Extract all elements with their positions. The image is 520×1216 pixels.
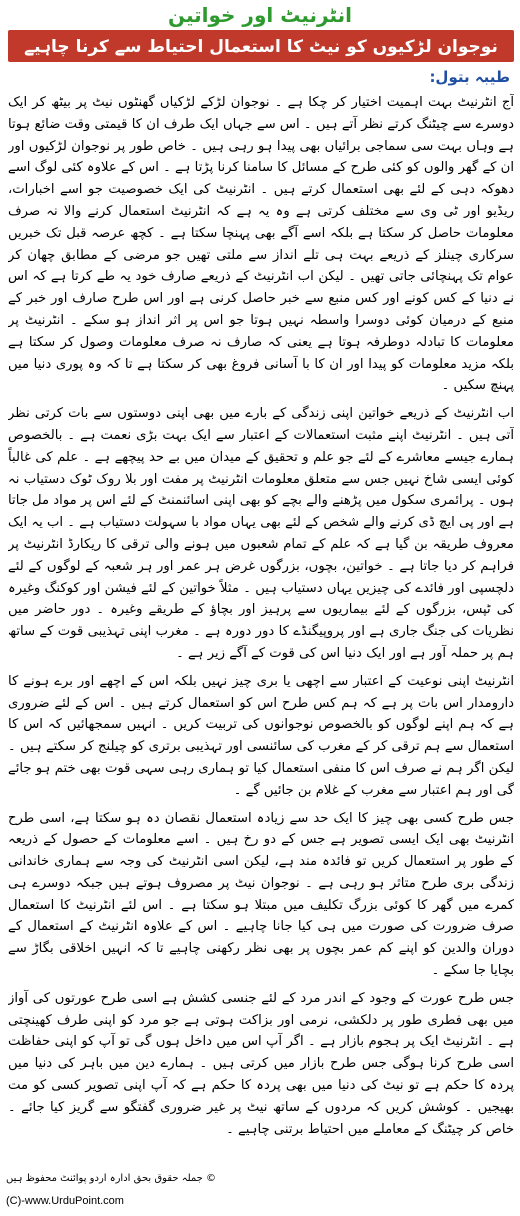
subtitle-banner	[8, 30, 514, 62]
subtitle-text: نوجوان لڑکیوں کو نیٹ کا استعمال احتیاط سے کرنا چاہیے	[24, 36, 498, 57]
source-url: (C)-www.UrduPoint.com	[6, 1195, 124, 1207]
article-paragraph: آج انٹرنیٹ بہت اہمیت اختیار کر چکا ہے ۔ نوجوان لڑکے لڑکیاں گھنٹوں نیٹ پر بیٹھ کر ایک دوسرے سے چیٹنگ کرتے نظر آتے ہیں ۔ اس سے جہاں ایک طرف ان کا قیمتی وقت ضائع ہوتا ہے وہاں بہت سی سماجی برائیاں بھی پیدا ہو رہی ہیں ۔ خاص طور پر نوجوان لڑکیوں اور ان کے گھر والوں کو کئی طرح کے مسائل کا سامنا کرنا پڑتا ہے ۔ اس کے علاوہ کئی لوگ اسے دھوکہ دہی کے لئے بھی استعمال کرتے ہیں ۔ انٹرنیٹ کی ایک خصوصیت جو اسے اخبارات، ریڈیو اور ٹی وی سے مختلف کرتی ہے وہ یہ ہے کہ انٹرنیٹ استعمال کرنے والا نہ صرف معلومات حاصل کر سکتا ہے بلکہ اسے آگے بھی پہنچا سکتا ہے ۔ کچھ عرصہ قبل تک خبریں سرکاری چینلز کے ذریعے بہت ہی تلے انداز سے ملتی تھیں جو مرضی کے مطابق چھان کر عوام تک پہنچائی جاتی تھیں ۔ لیکن اب انٹرنیٹ کے ذریعے صارف خود یہ طے کرتا ہے کہ اس نے دنیا کے کس کونے اور کس منبع سے خبر حاصل کرنی ہے اور اس طرح صارف اور خبر کے منبع کے درمیان کوئی دوسرا واسطہ نہیں ہوتا جو اس پر اثر انداز ہو سکے ۔ انٹرنیٹ پر معلومات کا تبادلہ دوطرفہ ہوتا ہے یعنی کہ صارف نہ صرف معلومات وصول کر سکتا ہے بلکہ مزید معلومات کو پیدا اور ان کا با آسانی فروغ بھی کر سکتا ہے تا کہ وہ پوری دنیا میں پہنچ سکیں ۔	[8, 95, 514, 394]
article-body	[8, 92, 514, 1156]
author-byline: طیبہ بتول:	[429, 68, 510, 86]
article-paragraph: جس طرح کسی بھی چیز کا ایک حد سے زیادہ استعمال نقصان دہ ہو سکتا ہے، اسی طرح انٹرنیٹ بھی ایک ایسی تصویر ہے جس کے دو رخ ہیں ۔ اسے معلومات کے حصول کے ذریعہ کے طور پر استعمال کریں تو فائدہ مند ہے، لیکن اسی انٹرنیٹ کی وجہ سے ہماری خاندانی زندگی بری طرح متاثر ہو رہی ہے ۔ نوجوان نیٹ پر مصروف ہوتے ہیں جبکہ دوسرے ہی کمرے میں گھر کا کوئی بزرگ تکلیف میں مبتلا ہو سکتا ہے ۔ اس لئے انٹرنیٹ کا استعمال صرف ضرورت کی صورت میں ہی کیا جانا چاہیے ۔ اس کے علاوہ انٹرنیٹ کے استعمال کے دوران والدین کو اپنے کم عمر بچوں پر بھی نظر رکھنی چاہیے تا کہ انہیں اخلاقی بگاڑ سے بچایا جا سکے ۔	[8, 810, 514, 979]
article-paragraph: اب انٹرنیٹ کے ذریعے خواتین اپنی زندگی کے بارے میں بھی اپنی دوستوں سے بات کرتی نظر آتی ہیں ۔ انٹرنیٹ اپنے مثبت استعمالات کے اعتبار سے ایک بہت بڑی نعمت ہے ۔ بالخصوص ہمارے جیسے معاشرے کے لئے جو علم و تحقیق کے میدان میں بے حد پیچھے ہے ۔ علم کی غالباً کوئی ایسی شاخ نہیں جس سے متعلق معلومات انٹرنیٹ پر مفت اور بلا روک ٹوک دستیاب نہ ہوں ۔ پرائمری سکول میں پڑھنے والے بچے کو بھی اپنی اسائنمنٹ کے لئے اس پر مواد مل جاتا ہے اور پی ایچ ڈی کرنے والے شخص کے لئے بھی یہاں مواد با سہولت دستیاب ہے ۔ اب یہ ایک معروف طریقہ بن گیا ہے کہ علم کے تمام شعبوں میں ہونے والی ترقی کا ریکارڈ انٹرنیٹ پر فراہم کر دیا جاتا ہے ۔ خواتین، بچوں، بزرگوں غرض ہر عمر اور ہر شعبہ کے لوگوں کے لئے دلچسپی اور فائدے کی چیزیں یہاں دستیاب ہیں ۔ مثلاً خواتین کے لئے فیشن اور کوکنگ وغیرہ کی ٹپس، بزرگوں کے لئے بیماریوں سے پرہیز اور بچاؤ کے طریقے وغیرہ ۔ دور حاضر میں نظریات کی جنگ جاری ہے اور پروپیگنڈے کا دور دورہ ہے ۔ مغرب اپنی تہذیبی قوت کے ساتھ ہم پر حملہ آور ہے اور ایک دنیا اس کی قوت کے آگے زیر ہے ۔	[8, 406, 514, 661]
article-paragraph: جس طرح عورت کے وجود کے اندر مرد کے لئے جنسی کشش ہے اسی طرح عورتوں کی آواز میں بھی فطری طور پر دلکشی، نرمی اور بزاکت ہوتی ہے جو مرد کو اپنی طرف کھینچتی ہے ۔ انٹرنیٹ ایک پر ہجوم بازار ہے ۔ اگر آپ اس میں داخل ہوں گی تو آپ کو اپنی حفاظت اسی طرح کرنا ہوگی جس طرح بازار میں کرتی ہیں ۔ ہمارے دین میں باہر کی دنیا میں پردہ کا حکم ہے تو نیٹ کی دنیا میں بھی پردہ کا حکم ہے کہ آپ اپنی تصویر کسی کو مت بھیجیں ۔ کوشش کریں کہ مردوں کے ساتھ نیٹ پر غیر ضروری گفتگو سے گریز کیا جائے ۔ خاص کر چیٹنگ کے معاملے میں احتیاط برتنی چاہیے ۔	[8, 990, 514, 1137]
copyright-notice: © جملہ حقوق بحق ادارہ اردو پوائنٹ محفوظ ہیں	[6, 1173, 217, 1184]
article-paragraph: انٹرنیٹ اپنی نوعیت کے اعتبار سے اچھی یا بری چیز نہیں بلکہ اس کے اچھے اور برے ہونے کا دارومدار اس بات پر ہے کہ ہم کس طرح اس کو استعمال کرتے ہیں ۔ اس کے لئے ضروری ہے کہ ہم اپنے لوگوں کو بالخصوص نوجوانوں کی تربیت کریں ۔ انہیں سمجھائیں کہ اس کا استعمال سے ہم ترقی کر کے مغرب کی سائنسی اور تہذیبی برتری کو چیلنج کر سکتے ہیں ۔ لیکن اگر ہم نے صرف اس کا منفی استعمال کیا تو ہماری رہی سہی قوت بھی ختم ہو جائے گی اور ہم اعتبار سے مغرب کے غلام بن جائیں گے ۔	[8, 673, 514, 798]
page-title: انٹرنیٹ اور خواتین	[167, 3, 353, 27]
